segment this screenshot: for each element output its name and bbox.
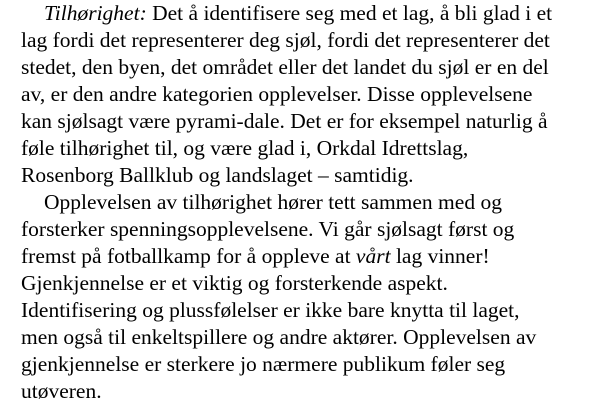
paragraph-2-line-4: Gjenkjennelse er et viktig og forsterkende aspekt. — [21, 271, 448, 295]
paragraph-2-line-8: utøveren. — [21, 379, 102, 403]
paragraph-1-line-5: kan sjølsagt være pyrami-dale. Det er for eksempel naturlig å — [21, 109, 548, 133]
paragraph-1-line-7: Rosenborg Ballklub og landslaget – samtidig. — [21, 163, 414, 187]
paragraph-2-line-3-before: fremst på fotballkamp for å oppleve at — [21, 244, 356, 268]
paragraph-2-line-3-after: lag vinner! — [390, 244, 490, 268]
paragraph-1-line-2: lag fordi det representerer deg sjøl, fordi det representerer det — [21, 28, 550, 52]
paragraph-2-line-3 — [21, 243, 490, 270]
paragraph-2-line-7: gjenkjennelse er sterkere jo nærmere publikum føler seg — [21, 352, 506, 376]
paragraph-2-line-1: Opplevelsen av tilhørighet hører tett sammen med og — [44, 190, 502, 214]
emphasis-vart: vårt — [355, 244, 391, 268]
paragraph-1-line-1-text: Det å identifisere seg med et lag, å bli glad i et — [146, 1, 553, 25]
paragraph-2-line-2: forsterker spenningsopplevelsene. Vi går sjølsagt først og — [21, 217, 515, 241]
paragraph-1-line-6: føle tilhørighet til, og være glad i, Orkdal Idrettslag, — [21, 136, 469, 160]
term-tilhorighet: Tilhørighet: — [44, 1, 147, 25]
paragraph-1-line-1 — [44, 0, 552, 27]
paragraph-2-line-6: men også til enkeltspillere og andre aktører. Opplevelsen av — [21, 325, 537, 349]
paragraph-1-line-4: av, er den andre kategorien opplevelser. Disse opplevelsene — [21, 82, 533, 106]
paragraph-1-line-3: stedet, den byen, det området eller det landet du sjøl er en del — [21, 55, 549, 79]
paragraph-2-line-5: Identifisering og plussfølelser er ikke bare knytta til laget, — [21, 298, 520, 322]
